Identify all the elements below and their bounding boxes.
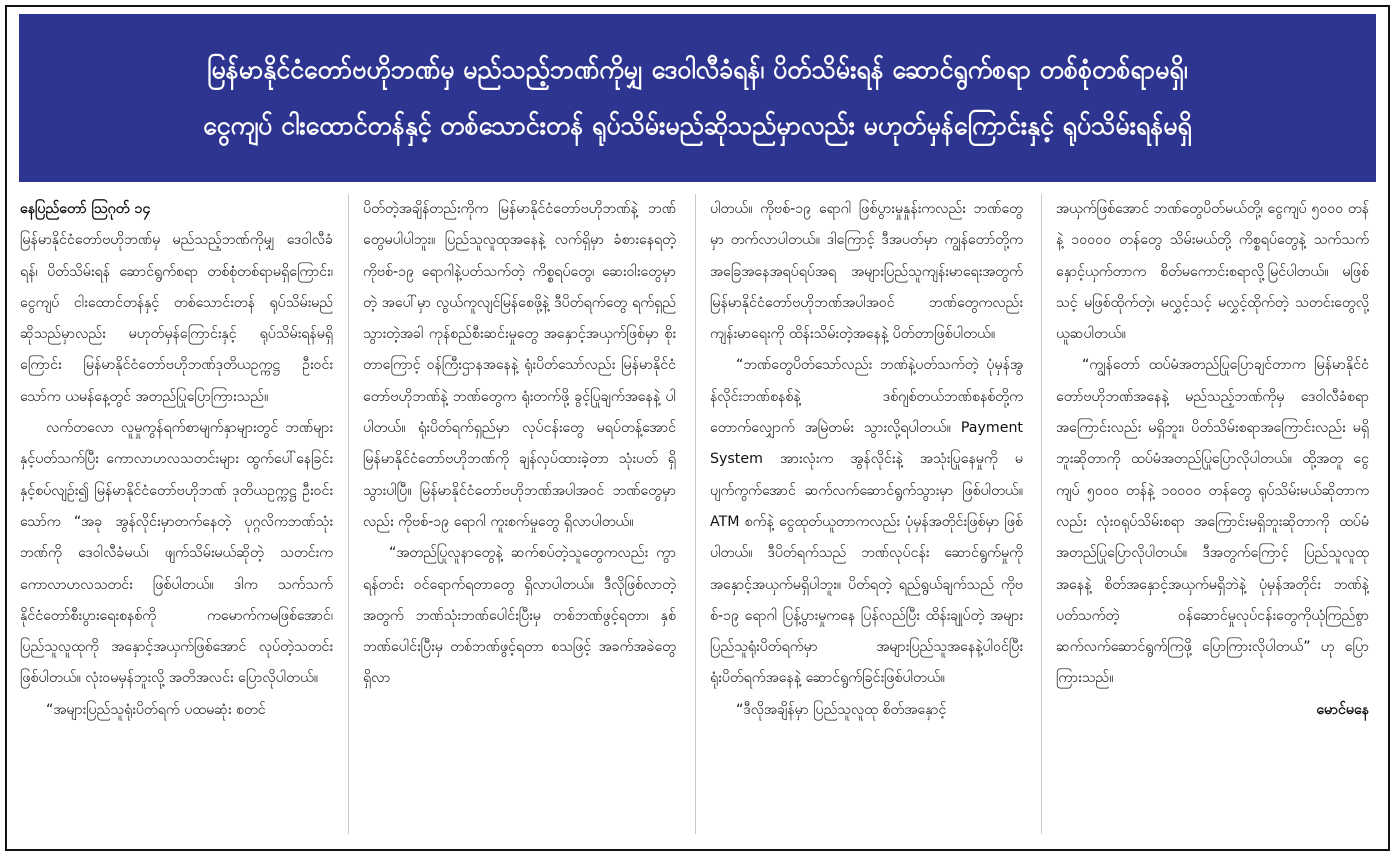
dateline: နေပြည်တော် ဩဂုတ် ၁၄ bbox=[20, 201, 151, 217]
paragraph: “အတည်ပြုလူနာတွေနဲ့ ဆက်စပ်တဲ့သူတွေကလည်း ကွာရန်တင်း ဝင်ရောက်ရတာတွေ ရှိလာပါတယ်။ ဒီလိုဖြစ်လာတဲ့အတွက် ဘဏ်သုံးဘဏ်ပေါင်းပြီးမှ တစ်ဘဏ်ဖွင့်ရတာ၊ နှစ်ဘဏ်ပေါင်းပြီးမှ တစ်ဘဏ်ဖွင့်ရတာ စသဖြင့် အခက်အခဲတွေ ရှိလာ bbox=[363, 545, 676, 687]
article-column-3 bbox=[710, 194, 1023, 834]
article-body bbox=[20, 194, 1380, 834]
paragraph: လက်တလော လူမှုကွန်ရက်စာမျက်နှာများတွင် ဘဏ်များနှင့်ပတ်သက်ပြီး ကောလာဟလသတင်းများ ထွက်ပေါ်နေခြင်းနှင့်စပ်လျဉ်း၍ မြန်မာနိုင်ငံတော်ဗဟိုဘဏ် ဒုတိယဥက္ကဋ္ဌ ဦးဝင်းသော်က “အခု အွန်လိုင်းမှာတက်နေတဲ့ ပုဂ္ဂလိကဘဏ်သုံးဘဏ်ကို ဒေဝါလီခံမယ်၊ ဖျက်သိမ်းမယ်ဆိုတဲ့ သတင်းက ကောလာဟလသတင်း ဖြစ်ပါတယ်။ ဒါက သက်သက် နိုင်ငံတော်စီးပွားရေးစနစ်ကို ကမောက်ကမဖြစ်အောင်၊ ပြည်သူလူထုကို အနှောင့်အယှက်ဖြစ်အောင် လုပ်တဲ့သတင်း ဖြစ်ပါတယ်။ လုံးဝမမှန်ဘူးလို့ အတိအလင်း ပြောလိုပါတယ်။ bbox=[20, 420, 333, 687]
column-divider bbox=[1041, 194, 1042, 834]
paragraph: မြန်မာနိုင်ငံတော်ဗဟိုဘဏ်မှ မည်သည့်ဘဏ်ကိုမျှ ဒေဝါလီခံရန်၊ ပိတ်သိမ်းရန် ဆောင်ရွက်စရာ တစ်စုံတစ်ရာမရှိကြောင်း၊ ငွေကျပ် ငါးထောင်တန်နှင့် တစ်သောင်းတန် ရုပ်သိမ်းမည်ဆိုသည်မှာလည်း မဟုတ်မှန်ကြောင်းနှင့် ရုပ်သိမ်းရန်မရှိကြောင်း မြန်မာနိုင်ငံတော်ဗဟိုဘဏ်ဒုတိယဥက္ကဋ္ဌ ဦးဝင်းသော်က ယမန်နေ့တွင် အတည်ပြုပြောကြားသည်။ bbox=[20, 232, 333, 405]
byline: မောင်မနေ bbox=[1316, 701, 1369, 718]
headline-line-1: မြန်မာနိုင်ငံတော်ဗဟိုဘဏ်မှ မည်သည့်ဘဏ်ကိုမျှ ဒေဝါလီခံရန်၊ ပိတ်သိမ်းရန် ဆောင်ရွက်စရာ တစ်စုံတစ်ရာမရှိ၊ bbox=[207, 55, 1188, 84]
column-divider bbox=[695, 194, 696, 834]
headline-banner bbox=[19, 14, 1376, 182]
article-column-1 bbox=[20, 194, 333, 834]
headline-line-2: ငွေကျပ် ငါးထောင်တန်နှင့် တစ်သောင်းတန် ရုပ်သိမ်းမည်ဆိုသည်မှာလည်း မဟုတ်မှန်ကြောင်းနှင့် ရုပ်သိမ်းရန်မရှိ bbox=[203, 111, 1192, 140]
article-column-4 bbox=[1056, 194, 1369, 834]
paragraph: ပါတယ်။ ကိုဗစ်-၁၉ ရောဂါ ဖြစ်ပွားမှုနှုန်းကလည်း ဘဏ်တွေမှာ တက်လာပါတယ်။ ဒါကြောင့် ဒီအပတ်မှာ ကျွန်တော်တို့က အခြေအနေအရပ်ရပ်အရ အများပြည်သူကျန်းမာရေးအတွက် မြန်မာနိုင်ငံတော်ဗဟိုဘဏ်အပါအဝင် ဘဏ်တွေကလည်း ကျန်းမာရေးကို ထိန်းသိမ်းတဲ့အနေနဲ့ ပိတ်တာဖြစ်ပါတယ်။ bbox=[710, 201, 1023, 343]
paragraph: ပိတ်တဲ့အချိန်တည်းကိုက မြန်မာနိုင်ငံတော်ဗဟိုဘဏ်နဲ့ ဘဏ်တွေမပါပါဘူး။ ပြည်သူလူထုအနေနဲ့ လက်ရှိမှာ ခံစားနေရတဲ့ ကိုဗစ်-၁၉ ရောဂါနဲ့ပတ်သက်တဲ့ ကိစ္စရပ်တွေ၊ ဆေးဝါးတွေမှာတဲ့ အပေါ်မှာ လွယ်ကူလျင်မြန်စေဖို့နဲ့ ဒီပိတ်ရက်တွေ ရက်ရှည်သွားတဲ့အခါ ကုန်စည်စီးဆင်းမှုတွေ အနှောင့်အယှက်ဖြစ်မှာ စိုးတာကြောင့် ဝန်ကြီးဌာနအနေနဲ့ ရုံးပိတ်သော်လည်း မြန်မာနိုင်ငံတော်ဗဟိုဘဏ်နဲ့ ဘဏ်တွေက ရုံးတက်ဖို့ ခွင့်ပြုချက်အနေနဲ့ ပါပါတယ်။ ရုံးပိတ်ရက်ရှည်မှာ လုပ်ငန်းတွေ မရပ်တန့်အောင် မြန်မာနိုင်ငံတော်ဗဟိုဘဏ်ကို ချန်လှပ်ထားခဲ့တာ သုံးပတ် ရှိသွားပါပြီ။ မြန်မာနိုင်ငံတော်ဗဟိုဘဏ်အပါအဝင် ဘဏ်တွေမှာလည်း ကိုဗစ်-၁၉ ရောဂါ ကူးစက်မှုတွေ ရှိလာပါတယ်။ bbox=[363, 201, 676, 530]
paragraph: “ဘဏ်တွေပိတ်သော်လည်း ဘဏ်နဲ့ပတ်သက်တဲ့ ပုံမှန်အွန်လိုင်းဘဏ်စနစ်နဲ့ ဒစ်ဂျစ်တယ်ဘဏ်စနစ်တို့က တောက်လျှောက် အမြဲတမ်း သွားလို့ရပါတယ်။ Payment System အားလုံးက အွန်လိုင်းနဲ့ အသုံးပြုနေမှုကို မပျက်ကွက်အောင် ဆက်လက်ဆောင်ရွက်သွားမှာ ဖြစ်ပါတယ်။ ATM စက်နဲ့ ငွေထုတ်ယူတာကလည်း ပုံမှန်အတိုင်းဖြစ်မှာ ဖြစ်ပါတယ်။ ဒီပိတ်ရက်သည် ဘဏ်လုပ်ငန်း ဆောင်ရွက်မှုကို အနှောင့်အယှက်မရှိပါဘူး။ ပိတ်ရတဲ့ ရည်ရွယ်ချက်သည် ကိုဗစ်-၁၉ ရောဂါ ပြန့်ပွားမှုကနေ ပြန်လည်ပြီး ထိန်းချုပ်တဲ့ အများပြည်သူရုံးပိတ်ရက်မှာ အများပြည်သူအနေနဲ့ပါဝင်ပြီး ရုံးပိတ်ရက်အနေနဲ့ ဆောင်ရွက်ခြင်းဖြစ်ပါတယ်။ bbox=[710, 357, 1023, 687]
column-divider bbox=[348, 194, 349, 834]
paragraph: အယှက်ဖြစ်အောင် ဘဏ်တွေပိတ်မယ်တို့၊ ငွေကျပ် ၅၀၀၀ တန်နဲ့ ၁၀၀၀၀ တန်တွေ သိမ်းမယ်တို့ ကိစ္စရပ်တွေနဲ့ သက်သက်နှောင့်ယှက်တာက စိတ်မကောင်းစရာလို့မြင်ပါတယ်။ မဖြစ်သင့် မဖြစ်ထိုက်တဲ့၊ မလွှင့်သင့် မလွှင့်ထိုက်တဲ့ သတင်းတွေလို့ ယူဆပါတယ်။ bbox=[1056, 201, 1369, 343]
paragraph: “အများပြည်သူရုံးပိတ်ရက် ပထမဆုံး စတင် bbox=[46, 701, 266, 718]
paragraph: “ကျွန်တော် ထပ်မံအတည်ပြုပြောချင်တာက မြန်မာနိုင်ငံတော်ဗဟိုဘဏ်အနေနဲ့ မည်သည့်ဘဏ်ကိုမှ ဒေဝါလီခံစရာ အကြောင်းလည်း မရှိဘူး၊ ပိတ်သိမ်းစရာအကြောင်းလည်း မရှိဘူးဆိုတာကို ထပ်မံအတည်ပြုပြောလိုပါတယ်။ ထို့အတူ ငွေကျပ် ၅၀၀၀ တန်နဲ့ ၁၀၀၀၀ တန်တွေ ရုပ်သိမ်းမယ်ဆိုတာကလည်း လုံးဝရုပ်သိမ်းစရာ အကြောင်းမရှိဘူးဆိုတာကို ထပ်မံအတည်ပြုပြောလိုပါတယ်။ ဒီအတွက်ကြောင့် ပြည်သူလူထုအနေနဲ့ စိတ်အနှောင့်အယှက်မရှိဘဲနဲ့ ပုံမှန်အတိုင်း ဘဏ်နဲ့ပတ်သက်တဲ့ ဝန်ဆောင်မှုလုပ်ငန်းတွေကိုယုံကြည်စွာ ဆက်လက်ဆောင်ရွက်ကြဖို့ ပြောကြားလိုပါတယ်” ဟု ပြောကြားသည်။ bbox=[1056, 357, 1369, 687]
paragraph: “ဒီလိုအချိန်မှာ ပြည်သူလူထု စိတ်အနှောင့် bbox=[736, 701, 947, 718]
article-column-2 bbox=[363, 194, 676, 834]
